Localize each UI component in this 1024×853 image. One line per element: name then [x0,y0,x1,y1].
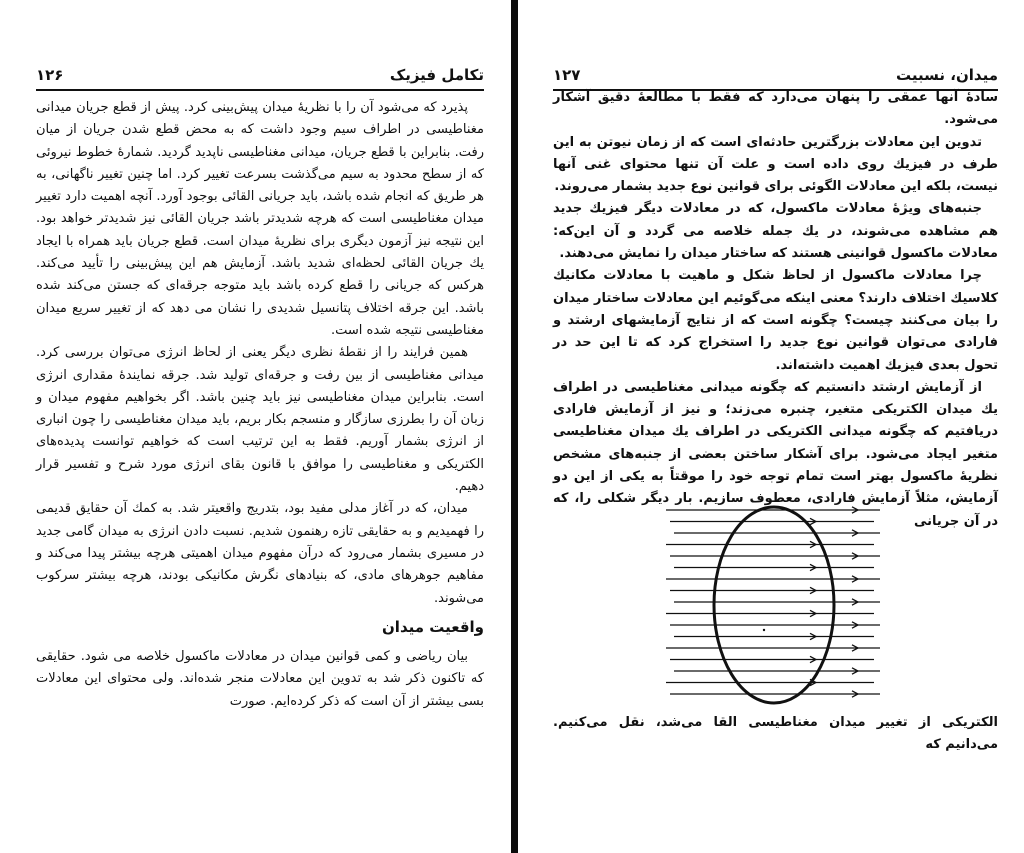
left-page-number: ۱۲۶ [36,66,64,84]
right-page [518,0,1024,853]
field-loop-figure [648,500,898,710]
book-gutter [511,0,518,853]
right-paragraph-2: تدوین این معادلات بزرگترین حادثه‌ای است که از زمان نیوتن به این طرف در فیزیك روی داده است و علت آن تنها محتوای غنی آنها نیست، بلکه این معادلات الگوئی برای قوانین نوع جدید بشمار می‌روند. [553,134,998,195]
right-paragraph-1: سادهٔ آنها عمقی را پنهان می‌دارد که فقط با مطالعهٔ دقیق آشکار می‌شود. [553,90,998,128]
section-heading: واقعیت میدان [382,617,484,636]
right-page-header [553,66,998,88]
magnetic-field-lines [666,507,880,697]
right-running-title: میدان، نسبیت [896,66,998,84]
right-paragraph-3: جنبه‌های ویژهٔ معادلات ماکسول، که در معادلات دیگر فیزیك جدید هم مشاهده می‌شوند، در یك جمله خلاصه می گردد و آن این‌که: معادلات ماکسول قوانینی هستند که ساختار میدان را نمایش می‌دهند. [553,201,998,262]
left-paragraph-2: همین فرایند را از نقطهٔ نظری دیگر یعنی از لحاظ انرژی می‌توان بررسی کرد. میدانی مغناطیسی از بین رفت و جرقه‌ای تولید شد. جرقه نمایندهٔ مقداری انرژی است. بنابراین میدان مغناطیسی نیز باید چنین باشد. اگر بخواهیم مفهوم میدان و زبان آن را بطرزی سازگار و منسجم بکار بریم، باید میدان مغناطیسی را چون انباری از انرژی بشمار آوریم. فقط به این ترتیب است که خواهیم توانست پدیده‌های الکتریکی و مغناطیسی را موافق با قانون بقای انرژی مورد شرح و تفسیر قرار دهیم. [36,345,484,495]
left-page-header [36,66,484,88]
left-paragraph-1: پذیرد که می‌شود آن را با نظریهٔ میدان پیش‌بینی کرد. پیش از قطع جریان میدانی مغناطیسی در اطراف سیم وجود داشت که به محض قطع شدن جریان از میان رفت. بنابراین با قطع جریان، میدانی مغناطیسی ناپدید گردید. شمارهٔ خطوط نیروئی که از سطح محدود به سیم می‌گذشت بسرعت تغییر کرد. اما چنین تغییر ناگهانی، به هر طریق که انجام شده باشد، باید جریانی القائی بوجود آورد. آنچه اهمیت دارد تغییر میدان مغناطیسی است که هرچه شدیدتر باشد جریان القائی نیز شدیدتر خواهد بود. این نتیجه نیز آزمون دیگری برای نظریهٔ میدان است. قطع جریان باید همراه با ایجاد یك جریان القائی لحظه‌ای شدید باشد. آزمایش هم این پیش‌بینی را تأیید می‌کند. هرکس که جریانی را قطع کرده باشد باید متوجه جرقه‌ای که جستن می‌کند شده باشد. این جرقه اختلاف پتانسیل شدیدی را نشان می دهد که از تغییر سریع میدان مغناطیسی نتیجه شده است. [36,100,484,338]
left-body-text [36,97,484,713]
left-section-paragraph: بیان ریاضی و کمی قوانین میدان در معادلات ماکسول خلاصه می شود. حقایقی که تاکنون ذکر شد به تدوین این معادلات منجر شده‌اند. ولی محتوای این معادلات بسی بیشتر از آن است که ذکر کرده‌ایم. صورت [36,649,484,709]
center-dot [763,629,765,631]
left-header-rule [36,89,484,91]
right-page-number: ۱۲۷ [553,66,581,84]
left-page [0,0,511,853]
right-body-text [553,87,998,533]
left-running-title: تکامل فیزیک [389,66,484,84]
left-paragraph-3: میدان، که در آغاز مدلی مفید بود، بتدریج واقعیتر شد. به کمك آن حقایق قدیمی را فهمیدیم و به حقایقی تازه رهنمون شدیم. نسبت دادن انرژی به میدان گامی جدید در مسیری بشمار می‌رود که درآن مفهوم میدان اهمیتی هرچه بیشتر پیدا می‌کند و مفاهیم جوهرهای مادی، که بنیادهای نگرش مکانیکی بودند، هرچه بیشتر سرکوب می‌شوند. [36,501,484,606]
right-paragraph-4: چرا معادلات ماکسول از لحاظ شکل و ماهیت با معادلات مکانیك کلاسیك اختلاف دارند؟ معنی اینکه می‌گوئیم این معادلات ساختار میدان را بیان می‌کنند چیست؟ چگونه است که از نتایج آزمایشهای ارشتد و فارادی می‌توان قوانین نوع جدید را استخراج کرد که تا این حد در تحول بعدی فیزیك اهمیت داشته‌اند. [553,268,998,373]
wire-loop [714,507,834,703]
right-paragraph-5: از آزمایش ارشتد دانستیم که چگونه میدانی مغناطیسی در اطراف یك میدان الکتریکی متغیر، چنبره می‌زند؛ و نیز از آزمایش فارادی دریافتیم که چگونه میدانی الکتریکی در اطراف یك میدان مغناطیسی متغیر ایجاد می‌شود. برای آشکار ساختن بعضی از جنبه‌های مشخص نظریهٔ ماکسول بهتر است تمام توجه خود را موقتاً به یکی از این دو آزمایش، مثلاً آزمایش فارادی، معطوف سازیم. بار دیگر شکلی را، که در آن جریانی [553,379,998,529]
figure-caption-text: الکتریکی از تغییر میدان مغناطیسی القا می‌شد، نقل می‌کنیم. می‌دانیم که [553,715,998,752]
